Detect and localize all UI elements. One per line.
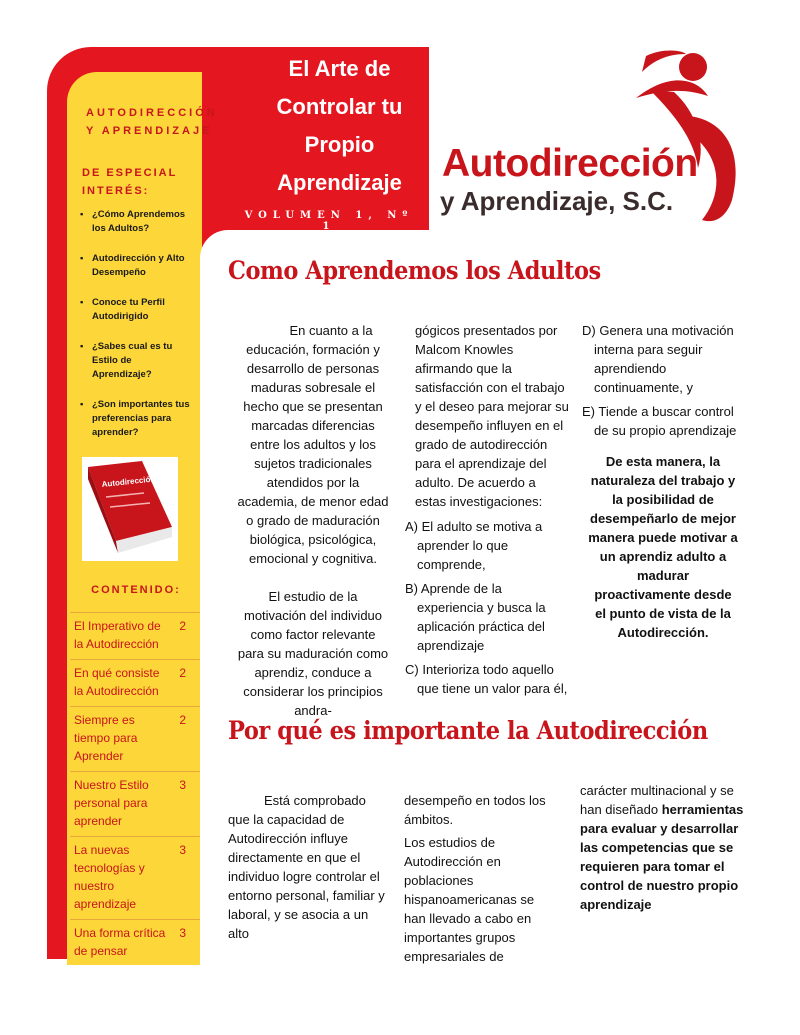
article2-paragraph: Está comprobado que la capacidad de Autodirección influye directamente en que el individuo logre controlar el entorno personal, familiar y laboral, y se asocia a un alto xyxy=(228,793,385,941)
article1-list-item: B) Aprende de la experiencia y busca la aplicación práctica del aprendizaje xyxy=(405,581,546,653)
article1-list-item: E) Tiende a buscar control de su propio aprendizaje xyxy=(582,404,737,438)
logo-title: Autodirección xyxy=(442,142,698,185)
sidebar-title-line: AUTODIRECCIÓN xyxy=(86,107,218,119)
interest-item[interactable] xyxy=(78,296,193,324)
toc-page: 3 xyxy=(179,778,186,792)
bullet-icon: • xyxy=(80,341,84,352)
sidebar-title-line: Y APRENDIZAJE xyxy=(86,125,213,137)
article2-paragraph: Los estudios de Autodirección en poblaciones hispanoamericanas se han llevado a cabo en importantes grupos empresariales de xyxy=(404,835,535,964)
headline-line: El Arte de xyxy=(288,56,391,81)
article1-title: Como Aprendemos los Adultos xyxy=(228,256,601,285)
interest-item[interactable] xyxy=(78,398,193,440)
toc-row[interactable] xyxy=(70,836,200,919)
article1-column-1 xyxy=(237,321,389,720)
article1-paragraph: El estudio de la motivación del individuo como factor relevante para su maduración como aprendiz, conduce a considerar los principios andra- xyxy=(237,589,389,718)
interest-item-label: ¿Cómo Aprendemos los Adultos? xyxy=(92,209,186,234)
interest-heading xyxy=(82,164,192,200)
toc-row[interactable] xyxy=(70,612,200,659)
book-image xyxy=(82,457,178,561)
toc-row[interactable] xyxy=(70,919,200,966)
volume-label: VOLUMEN 1, Nº 1 xyxy=(244,210,414,232)
bullet-icon: • xyxy=(80,399,84,410)
bullet-icon: • xyxy=(80,209,84,220)
interest-item[interactable] xyxy=(78,252,193,280)
interest-list xyxy=(78,208,193,456)
toc-page: 2 xyxy=(179,666,186,680)
toc-label: En qué consiste la Autodirección xyxy=(74,666,160,698)
interest-item-label: Conoce tu Perfil Autodirigido xyxy=(92,297,165,322)
article1-highlight: De esta manera, la naturaleza del trabajo y la posibilidad de desempeñarlo de mejor manera puede motivar a un aprendiz adulto a madurar proactivamente desde el punto de vista de la Autodirección. xyxy=(588,454,738,640)
interest-item[interactable] xyxy=(78,208,193,236)
book-title: Autodirección xyxy=(101,474,156,489)
bullet-icon: • xyxy=(80,297,84,308)
interest-item[interactable] xyxy=(78,340,193,382)
toc-page: 3 xyxy=(179,843,186,857)
article1-list-item: C) Interioriza todo aquello que tiene un valor para él, xyxy=(405,662,568,696)
article2-paragraph xyxy=(580,781,745,914)
article2-column-2 xyxy=(404,791,559,966)
article2-text: carácter multinacional y se han diseñado xyxy=(580,783,734,817)
headline-line: Propio xyxy=(304,132,375,157)
newsletter-headline xyxy=(252,50,427,202)
logo-subtitle: y Aprendizaje, S.C. xyxy=(440,186,674,216)
article2-column-1 xyxy=(228,791,388,943)
article2-column-3 xyxy=(580,781,745,914)
toc-label: La nuevas tecnologías y nuestro aprendizaje xyxy=(74,843,145,911)
toc-row[interactable] xyxy=(70,771,200,836)
contents-heading: CONTENIDO: xyxy=(91,584,181,596)
table-of-contents xyxy=(70,612,200,966)
toc-page: 2 xyxy=(179,713,186,727)
toc-row[interactable] xyxy=(70,659,200,706)
interest-item-label: ¿Sabes cual es tu Estilo de Aprendizaje? xyxy=(92,341,173,380)
interest-heading-line: DE ESPECIAL xyxy=(82,167,178,179)
article1-column-2 xyxy=(405,321,570,703)
article2-bold-text: herramientas para evaluar y desarrollar las competencias que se requieren para tomar el control de nuestro propio aprendizaje xyxy=(580,802,744,912)
company-logo xyxy=(436,50,754,226)
headline-line: Controlar tu xyxy=(276,94,403,119)
interest-item-label: ¿Son importantes tus preferencias para aprender? xyxy=(92,399,190,438)
toc-label: Siempre es tiempo para Aprender xyxy=(74,713,138,763)
headline-line: Aprendizaje xyxy=(277,170,402,195)
toc-page: 2 xyxy=(179,619,186,633)
toc-page: 3 xyxy=(179,926,186,940)
article1-list-item: A) El adulto se motiva a aprender lo que comprende, xyxy=(405,519,543,572)
interest-item-label: Autodirección y Alto Desempeño xyxy=(92,253,185,278)
article1-paragraph: gógicos presentados por Malcom Knowles afirmando que la satisfacción con el trabajo y el deseo para mejorar su desempeño influyen en el grado de autodirección para el aprendizaje del adulto. De acuerdo a estas investigaciones: xyxy=(415,323,569,509)
toc-label: Nuestro Estilo personal para aprender xyxy=(74,778,149,828)
article1-paragraph: En cuanto a la educación, formación y desarrollo de personas maduras sobresale el hecho que se presentan marcadas diferencias entre los adultos y los sujetos tradicionales atendidos por la academia, de menor edad o grado de maduración biológica, psicológica, emocional y cognitiva. xyxy=(237,323,389,566)
bullet-icon: • xyxy=(80,253,84,264)
book-icon xyxy=(82,457,178,561)
article1-list-item: D) Genera una motivación interna para seguir aprendiendo continuamente, y xyxy=(582,323,734,395)
toc-row[interactable] xyxy=(70,706,200,771)
interest-heading-line: INTERÉS: xyxy=(82,185,150,197)
article2-title: Por qué es importante la Autodirección xyxy=(228,716,708,745)
article1-column-3 xyxy=(582,321,744,642)
article2-paragraph: desempeño en todos los ámbitos. xyxy=(404,793,546,827)
sidebar-title xyxy=(86,104,226,140)
toc-label: Una forma crítica de pensar xyxy=(74,926,166,958)
toc-label: El Imperativo de la Autodirección xyxy=(74,619,161,651)
